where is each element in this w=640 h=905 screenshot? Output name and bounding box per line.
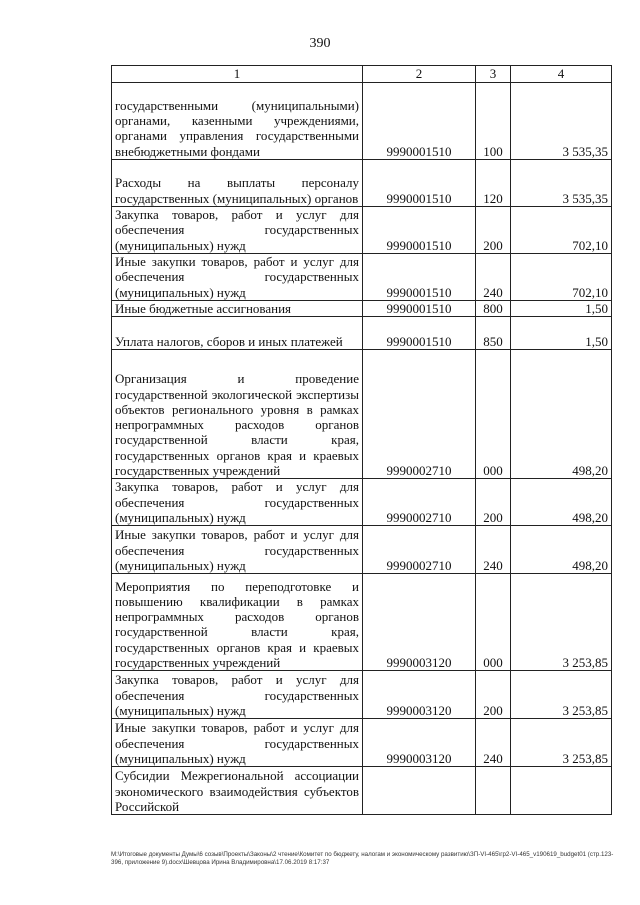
row-amount: 1,50 [511, 301, 612, 317]
row-code: 9990002710 [363, 479, 476, 526]
row-name: Иные закупки товаров, работ и услуг для обеспечения государственных (муниципальных) нужд [112, 719, 363, 767]
row-expense-type: 100 [476, 83, 511, 160]
row-code: 9990001510 [363, 160, 476, 207]
table-row [112, 574, 612, 671]
table-header-row [112, 66, 612, 83]
row-code: 9990002710 [363, 350, 476, 479]
row-code: 9990003120 [363, 719, 476, 767]
row-name: Расходы на выплаты персоналу государственных (муниципальных) органов [112, 160, 363, 207]
table-row [112, 83, 612, 160]
row-name: Иные закупки товаров, работ и услуг для обеспечения государственных (муниципальных) нужд [112, 254, 363, 301]
row-name: Закупка товаров, работ и услуг для обеспечения государственных (муниципальных) нужд [112, 479, 363, 526]
row-name: Закупка товаров, работ и услуг для обеспечения государственных (муниципальных) нужд [112, 671, 363, 719]
row-expense-type: 800 [476, 301, 511, 317]
row-code: 9990002710 [363, 526, 476, 574]
row-amount: 3 535,35 [511, 160, 612, 207]
column-header-2: 2 [363, 66, 476, 83]
row-amount: 702,10 [511, 207, 612, 254]
row-amount: 498,20 [511, 526, 612, 574]
table-row [112, 767, 612, 815]
table-row [112, 254, 612, 301]
row-expense-type [476, 767, 511, 815]
row-code: 9990001510 [363, 317, 476, 350]
table-row [112, 526, 612, 574]
table-row [112, 317, 612, 350]
table-row [112, 207, 612, 254]
row-name: Иные закупки товаров, работ и услуг для обеспечения государственных (муниципальных) нужд [112, 526, 363, 574]
row-code: 9990003120 [363, 671, 476, 719]
page-number: 390 [309, 36, 331, 51]
row-name: Мероприятия по переподготовке и повышению квалификации в рамках непрограммных расходов органов государственной власти края, государственных органов края и краевых государственных учреждений [112, 574, 363, 671]
row-code: 9990001510 [363, 301, 476, 317]
row-code: 9990003120 [363, 574, 476, 671]
row-amount: 3 253,85 [511, 719, 612, 767]
row-expense-type: 240 [476, 719, 511, 767]
row-amount [511, 767, 612, 815]
row-code: 9990001510 [363, 207, 476, 254]
row-expense-type: 240 [476, 526, 511, 574]
row-expense-type: 240 [476, 254, 511, 301]
column-header-4: 4 [511, 66, 612, 83]
row-expense-type: 200 [476, 671, 511, 719]
row-code: 9990001510 [363, 83, 476, 160]
row-amount: 498,20 [511, 350, 612, 479]
row-expense-type: 200 [476, 479, 511, 526]
row-name: Организация и проведение государственной экологической экспертизы объектов регионального уровня в рамках непрограммных расходов органов государственной власти края, государственных органов края и краевых государственных учреждений [112, 350, 363, 479]
row-expense-type: 120 [476, 160, 511, 207]
row-name: государственными (муниципальными) органами, казенными учреждениями, органами управления государственными внебюджетными фондами [112, 83, 363, 160]
row-amount: 3 253,85 [511, 574, 612, 671]
table-row [112, 671, 612, 719]
row-name: Уплата налогов, сборов и иных платежей [112, 317, 363, 350]
row-expense-type: 000 [476, 350, 511, 479]
row-amount: 3 535,35 [511, 83, 612, 160]
table-row [112, 301, 612, 317]
row-expense-type: 000 [476, 574, 511, 671]
row-code: 9990001510 [363, 254, 476, 301]
table-row [112, 350, 612, 479]
row-name: Иные бюджетные ассигнования [112, 301, 363, 317]
row-expense-type: 200 [476, 207, 511, 254]
table-row [112, 719, 612, 767]
row-amount: 498,20 [511, 479, 612, 526]
document-path-footer: M:\Итоговые документы Думы\6 созыв\Проекты\Законы\2 чтение\Комитет по бюджету, налогам и экономическому развитию\ЗП-VI-465\гр2-VI-465_v190619_budget01 (стр.123-396, приложение 9).docx\Шевцова Ирина Владимировна\17.06.2019 8:17:37 [111, 851, 614, 866]
budget-table [111, 65, 612, 815]
column-header-3: 3 [476, 66, 511, 83]
row-amount: 1,50 [511, 317, 612, 350]
row-expense-type: 850 [476, 317, 511, 350]
column-header-1: 1 [112, 66, 363, 83]
table-row [112, 160, 612, 207]
table-row [112, 479, 612, 526]
row-amount: 702,10 [511, 254, 612, 301]
row-amount: 3 253,85 [511, 671, 612, 719]
row-name: Субсидии Межрегиональной ассоциации экономического взаимодействия субъектов Российской [112, 767, 363, 815]
row-code [363, 767, 476, 815]
row-name: Закупка товаров, работ и услуг для обеспечения государственных (муниципальных) нужд [112, 207, 363, 254]
